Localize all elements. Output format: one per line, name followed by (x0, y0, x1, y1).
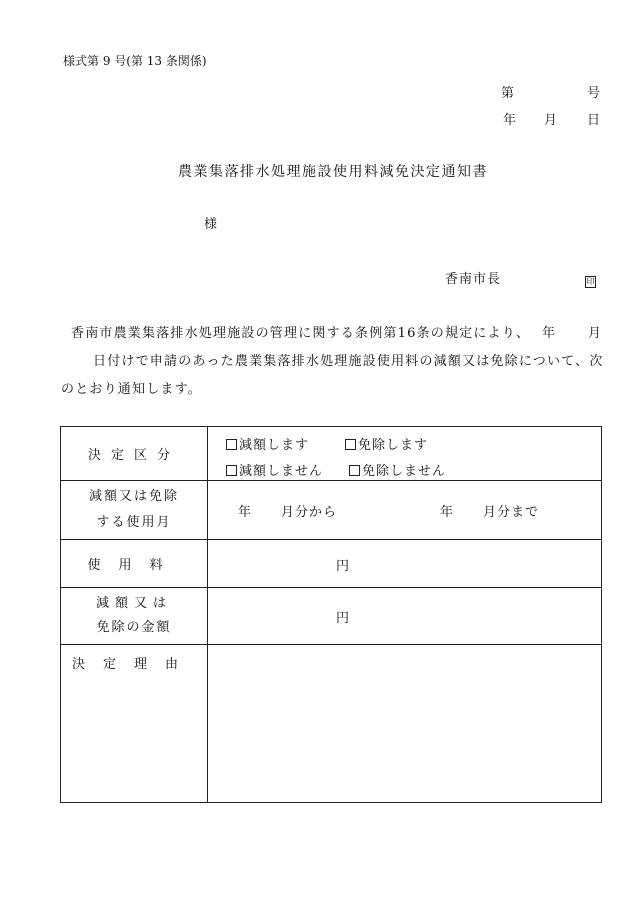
decision-table (60, 426, 602, 803)
decision-label-cell (61, 427, 208, 481)
date-day-label: 日 (587, 113, 602, 128)
amount-label-line1: 減額又は (95, 596, 172, 611)
reason-label: 決定理由 (71, 657, 196, 672)
body-line-1: 香南市農業集落排水処理施設の管理に関する条例第16条の規定により、 (71, 326, 531, 341)
body-line-1-year: 年 (542, 326, 557, 341)
body-line-1-month: 月 (588, 326, 603, 341)
checkbox-reduce[interactable] (226, 439, 237, 450)
date-year-label: 年 (503, 113, 518, 128)
issuer-name: 香南市長 (445, 272, 502, 287)
checkbox-exempt[interactable] (345, 439, 356, 450)
reason-value-cell[interactable] (208, 645, 602, 803)
body-line-2: 日付けで申請のあった農業集落排水処理施設使用料の減額又は免除について、次 (93, 354, 604, 369)
period-to-year: 年 (440, 505, 455, 520)
addressee-suffix: 様 (204, 217, 219, 232)
checkbox-not-exempt[interactable] (349, 465, 360, 476)
table-row-fee (61, 540, 602, 588)
fee-label-cell (61, 540, 208, 588)
period-label-line2: する使用月 (96, 515, 172, 530)
number-go-label: 号 (587, 86, 602, 101)
option-not-reduce[interactable] (226, 460, 323, 479)
reason-label-cell (61, 645, 208, 803)
period-from-month: 月分から (281, 505, 338, 520)
table-row-amount (61, 588, 602, 645)
option-reduce[interactable] (226, 434, 309, 453)
option-reduce-label: 減額します (239, 438, 310, 453)
decision-options-cell (208, 427, 602, 481)
table-row-reason (61, 645, 602, 803)
seal-icon (585, 269, 596, 288)
period-from-year: 年 (238, 505, 253, 520)
amount-value-cell[interactable] (208, 588, 602, 645)
period-to-month: 月分まで (483, 505, 540, 520)
date-month-label: 月 (544, 113, 559, 128)
seal-char: 印 (586, 277, 595, 286)
form-number: 様式第 9 号(第 13 条関係) (63, 54, 207, 68)
body-line-3: のとおり通知します。 (61, 382, 202, 397)
table-row-period (61, 481, 602, 540)
option-exempt-label: 免除します (358, 438, 429, 453)
table-row-decision (61, 427, 602, 481)
fee-value-cell[interactable] (208, 540, 602, 588)
period-label-cell (61, 481, 208, 540)
period-label-line1: 減額又は免除 (88, 489, 179, 504)
option-exempt[interactable] (345, 434, 428, 453)
document-title: 農業集落排水処理施設使用料減免決定通知書 (178, 164, 488, 180)
fee-unit: 円 (336, 559, 351, 574)
number-dai-label: 第 (501, 86, 516, 101)
amount-label-line2: 免除の金額 (96, 620, 172, 635)
amount-unit: 円 (336, 611, 351, 626)
fee-label: 使用料 (87, 558, 181, 573)
decision-label: 決定区分 (87, 448, 180, 463)
option-not-reduce-label: 減額しません (239, 464, 324, 479)
amount-label-cell (61, 588, 208, 645)
option-not-exempt-label: 免除しません (362, 464, 447, 479)
checkbox-not-reduce[interactable] (226, 465, 237, 476)
option-not-exempt[interactable] (349, 460, 446, 479)
period-value-cell[interactable] (208, 481, 602, 540)
